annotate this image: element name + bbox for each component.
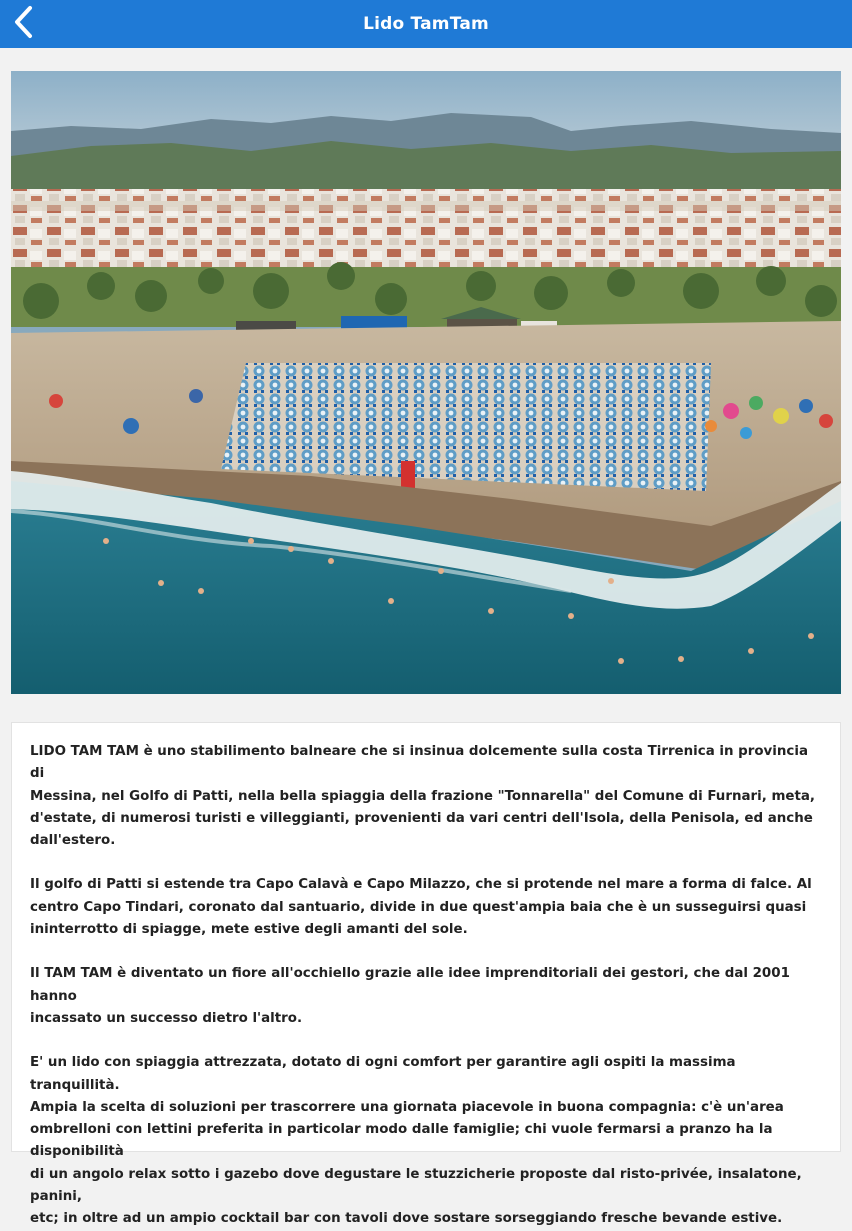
description-paragraph: E' un lido con spiaggia attrezzata, dotato di ogni comfort per garantire agli ospiti la massima tranquillità. Ampia la scelta di soluzioni per trascorrere una giornata piacevole in buona compagnia: c'è un'area ombrelloni con lettini preferita in particolar modo dalle famiglie; chi vuole fermarsi a pranzo ha la disponibilità di un angolo relax sotto i gazebo dove degustare le stuzzicherie proposte dal risto-privée, insalatone, panini, etc; in oltre ad un ampio cocktail bar con tavoli dove sostare sorseggiando fresche bevande estive. bbox=[30, 1055, 802, 1227]
top-navigation-bar bbox=[0, 0, 852, 48]
chevron-left-icon bbox=[13, 5, 35, 43]
page-title: Lido TamTam bbox=[363, 14, 489, 34]
description-paragraph: LIDO TAM TAM è uno stabilimento balneare che si insinua dolcemente sulla costa Tirrenica in provincia di Messina, nel Golfo di Patti, nella bella spiaggia della frazione "Tonnarella" del Comune di Furnari, meta, d'estate, di numerosi turisti e villeggianti, provenienti da vari centri dell'Isola, della Penisola, ed anche dall'estero. bbox=[30, 744, 816, 849]
description-paragraph: Il TAM TAM è diventato un fiore all'occhiello grazie alle idee imprenditoriali dei gestori, che dal 2001 hanno incassato un successo dietro l'altro. bbox=[30, 966, 790, 1026]
description-paragraph: Il golfo di Patti si estende tra Capo Calavà e Capo Milazzo, che si protende nel mare a forma di falce. Al centro Capo Tindari, coronato dal santuario, divide in due quest'ampia baia che è un susseguirsi quasi ininterrotto di spiagge, mete estive degli amanti del sole. bbox=[30, 877, 812, 938]
description-card bbox=[11, 722, 841, 1227]
beach-aerial-photo bbox=[11, 71, 841, 694]
back-button[interactable] bbox=[4, 0, 44, 48]
